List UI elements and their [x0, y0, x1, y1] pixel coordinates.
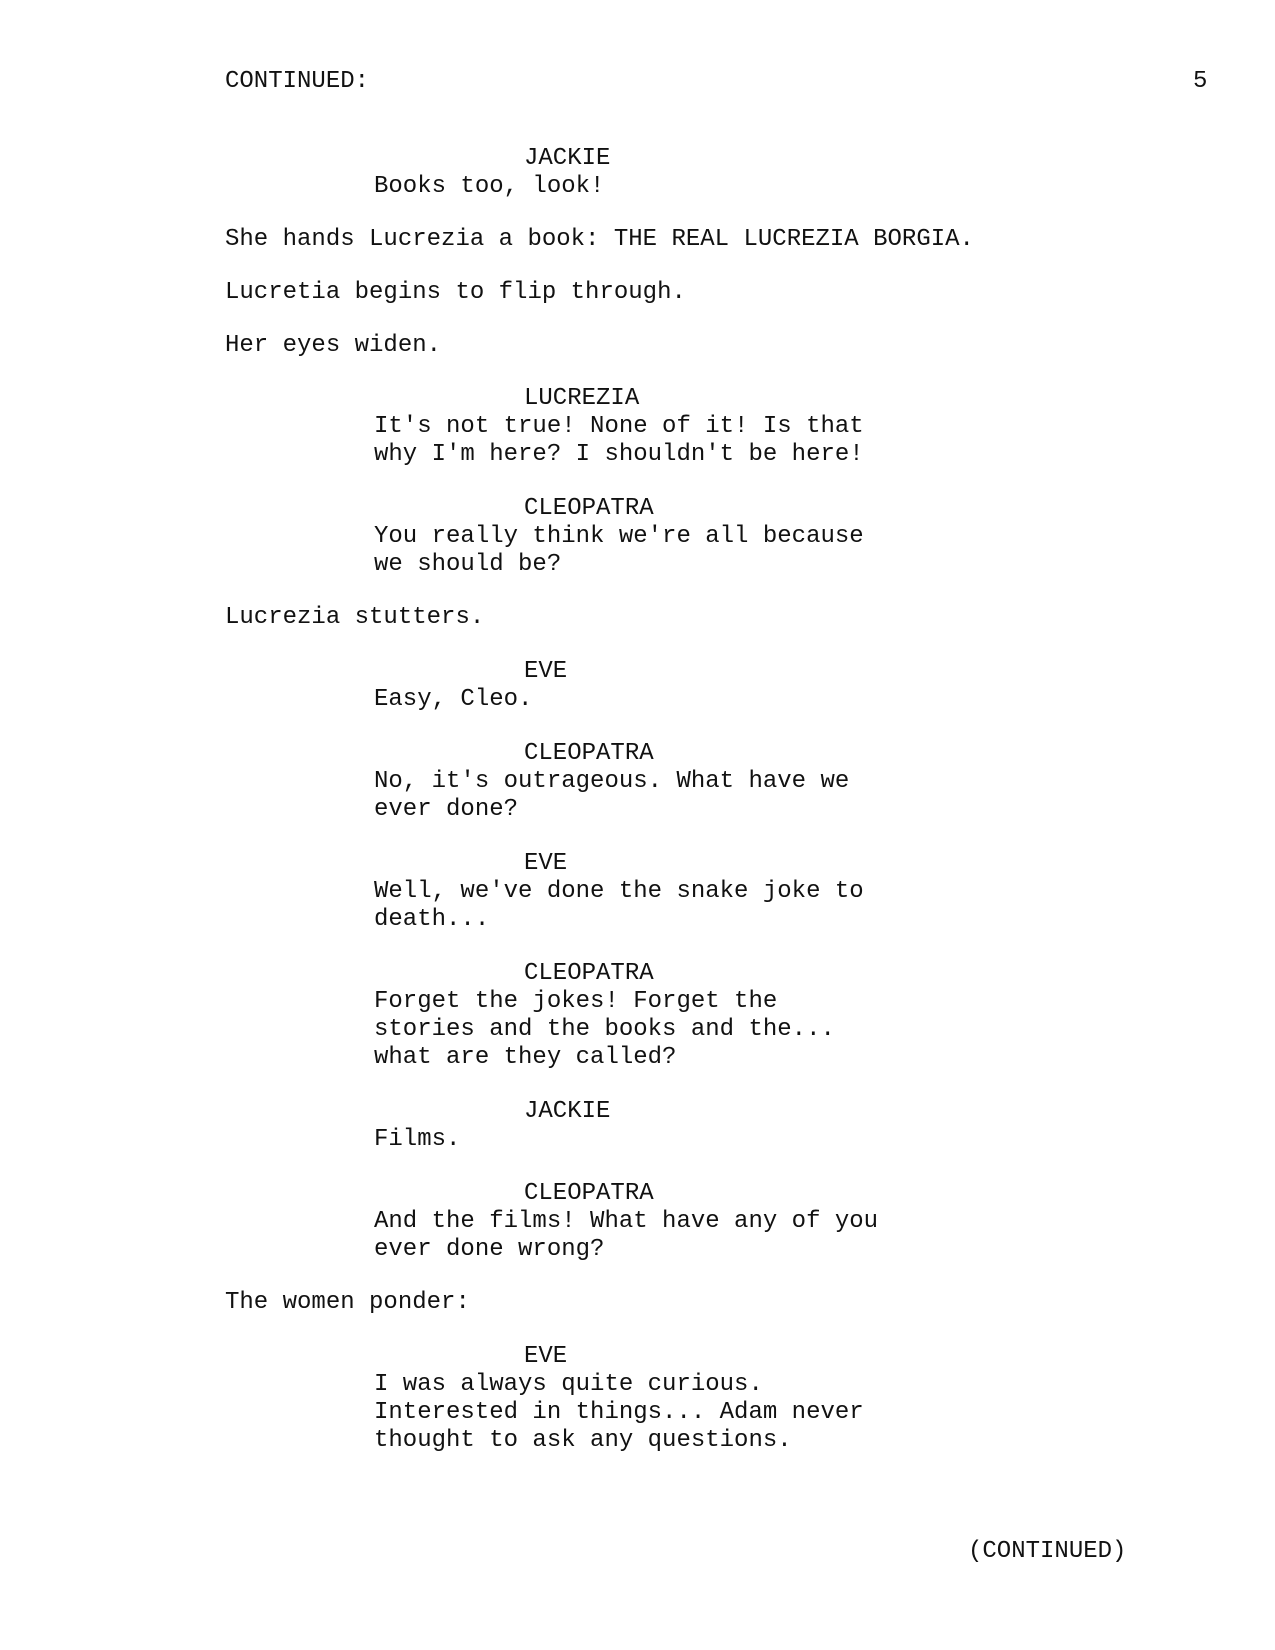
action-line: The women ponder:: [225, 1289, 470, 1316]
character-name: JACKIE: [524, 1098, 611, 1125]
action-line: Her eyes widen.: [225, 332, 442, 359]
footer-continued: (CONTINUED): [968, 1538, 1127, 1565]
dialogue-line: It's not true! None of it! Is that: [374, 413, 864, 440]
dialogue-line: Easy, Cleo.: [374, 686, 533, 713]
character-name: CLEOPATRA: [524, 740, 654, 767]
character-name: EVE: [524, 850, 568, 877]
character-name: CLEOPATRA: [524, 1180, 654, 1207]
character-name: CLEOPATRA: [524, 960, 654, 987]
character-name: LUCREZIA: [524, 385, 640, 412]
dialogue-line: ever done?: [374, 796, 519, 823]
dialogue-line: stories and the books and the...: [374, 1016, 835, 1043]
dialogue-line: And the films! What have any of you: [374, 1208, 879, 1235]
dialogue-line: what are they called?: [374, 1044, 677, 1071]
character-name: EVE: [524, 658, 568, 685]
dialogue-line: death...: [374, 906, 490, 933]
page-number: 5: [1193, 68, 1208, 95]
dialogue-line: Forget the jokes! Forget the: [374, 988, 778, 1015]
dialogue-line: I was always quite curious.: [374, 1371, 763, 1398]
dialogue-line: Books too, look!: [374, 173, 605, 200]
dialogue-line: Well, we've done the snake joke to: [374, 878, 864, 905]
character-name: EVE: [524, 1343, 568, 1370]
action-line: She hands Lucrezia a book: THE REAL LUCREZIA BORGIA.: [225, 226, 974, 253]
dialogue-line: we should be?: [374, 551, 562, 578]
dialogue-line: Interested in things... Adam never: [374, 1399, 864, 1426]
dialogue-line: thought to ask any questions.: [374, 1427, 792, 1454]
dialogue-line: why I'm here? I shouldn't be here!: [374, 441, 864, 468]
character-name: JACKIE: [524, 145, 611, 172]
header-continued: CONTINUED:: [225, 68, 370, 95]
action-line: Lucretia begins to flip through.: [225, 279, 686, 306]
action-line: Lucrezia stutters.: [225, 604, 485, 631]
dialogue-line: Films.: [374, 1126, 461, 1153]
dialogue-line: You really think we're all because: [374, 523, 864, 550]
character-name: CLEOPATRA: [524, 495, 654, 522]
dialogue-line: ever done wrong?: [374, 1236, 605, 1263]
dialogue-line: No, it's outrageous. What have we: [374, 768, 850, 795]
